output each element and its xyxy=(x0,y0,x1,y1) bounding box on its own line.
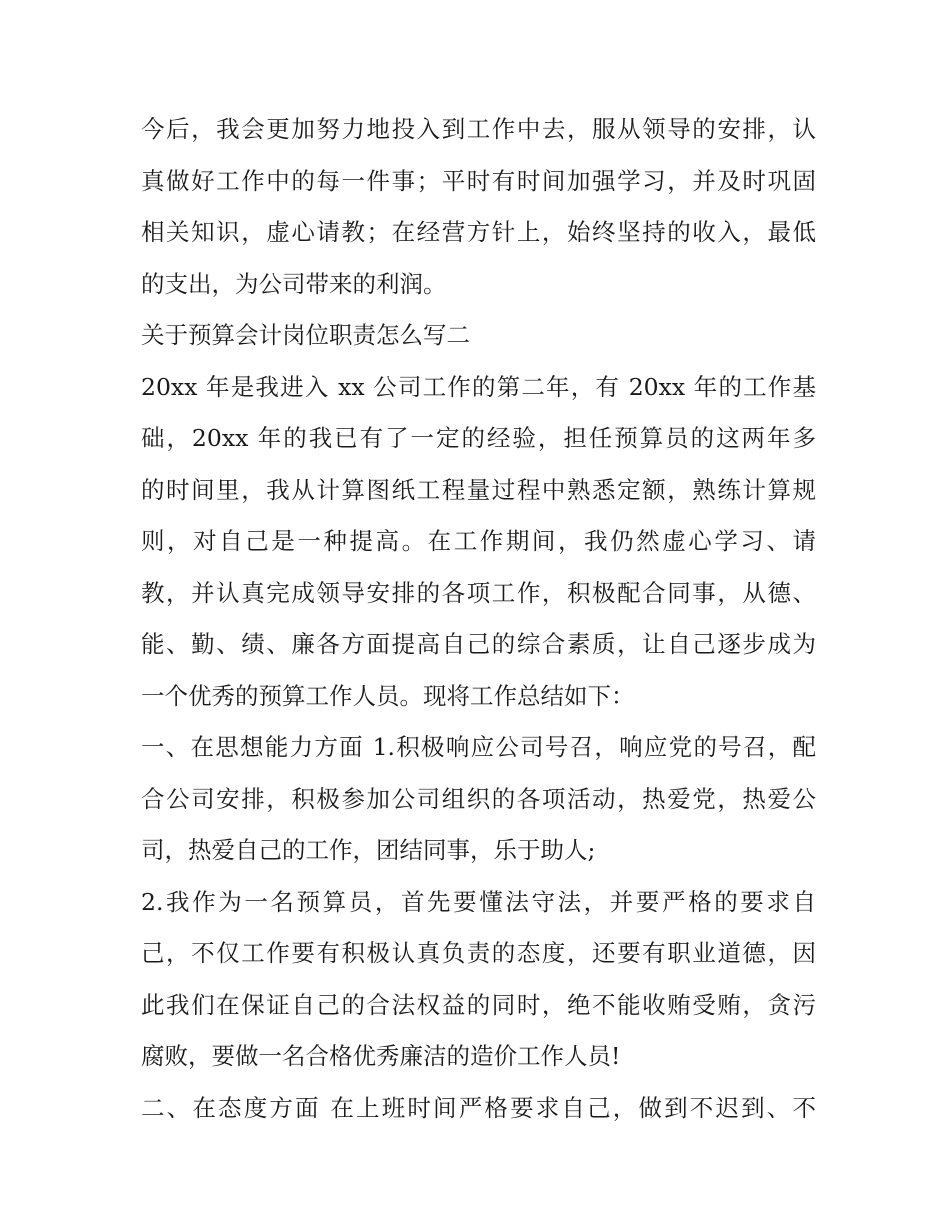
text-line: 2.我作为一名预算员，首先要懂法守法，并要严格的要求自 xyxy=(141,887,816,916)
text-line: 相关知识，虚心请教；在经营方针上，始终坚持的收入，最低 xyxy=(141,218,816,246)
text-line: 此我们在保证自己的合法权益的同时，绝不能收贿受贿，贪污 xyxy=(141,990,816,1019)
text-line: 合公司安排，积极参加公司组织的各项活动，热爱党，热爱公 xyxy=(141,784,816,813)
document-body xyxy=(141,104,816,1134)
text-line: 的支出，为公司带来的利润。 xyxy=(141,269,447,298)
text-line: 则，对自己是一种提高。在工作期间，我仍然虚心学习、请 xyxy=(141,527,816,555)
text-line: 今后，我会更加努力地投入到工作中去，服从领导的安排，认 xyxy=(141,115,816,143)
text-line: 20xx 年是我进入 xx 公司工作的第二年，有 20xx 年的工作基 xyxy=(141,372,816,401)
section-heading: 关于预算会计岗位职责怎么写二 xyxy=(141,321,470,349)
text-line: 能、勤、绩、廉各方面提高自己的综合素质，让自己逐步成为 xyxy=(141,630,816,658)
text-line: 司，热爱自己的工作，团结同事，乐于助人; xyxy=(141,836,596,864)
text-line: 的时间里，我从计算图纸工程量过程中熟悉定额，熟练计算规 xyxy=(141,475,816,504)
text-line: 教，并认真完成领导安排的各项工作，积极配合同事，从德、 xyxy=(141,578,816,607)
text-line: 腐败，要做一名合格优秀廉洁的造价工作人员! xyxy=(141,1042,621,1070)
text-line: 一个优秀的预算工作人员。现将工作总结如下： xyxy=(141,681,635,710)
text-line: 二、在态度方面 在上班时间严格要求自己，做到不迟到、不 xyxy=(141,1093,816,1122)
text-line: 己，不仅工作要有积极认真负责的态度，还要有职业道德，因 xyxy=(141,939,816,967)
text-line: 础，20xx 年的我已有了一定的经验，担任预算员的这两年多 xyxy=(141,424,816,452)
text-line: 真做好工作中的每一件事；平时有时间加强学习，并及时巩固 xyxy=(141,166,816,195)
text-line: 一、在思想能力方面 1.积极响应公司号召，响应党的号召，配 xyxy=(141,733,816,761)
